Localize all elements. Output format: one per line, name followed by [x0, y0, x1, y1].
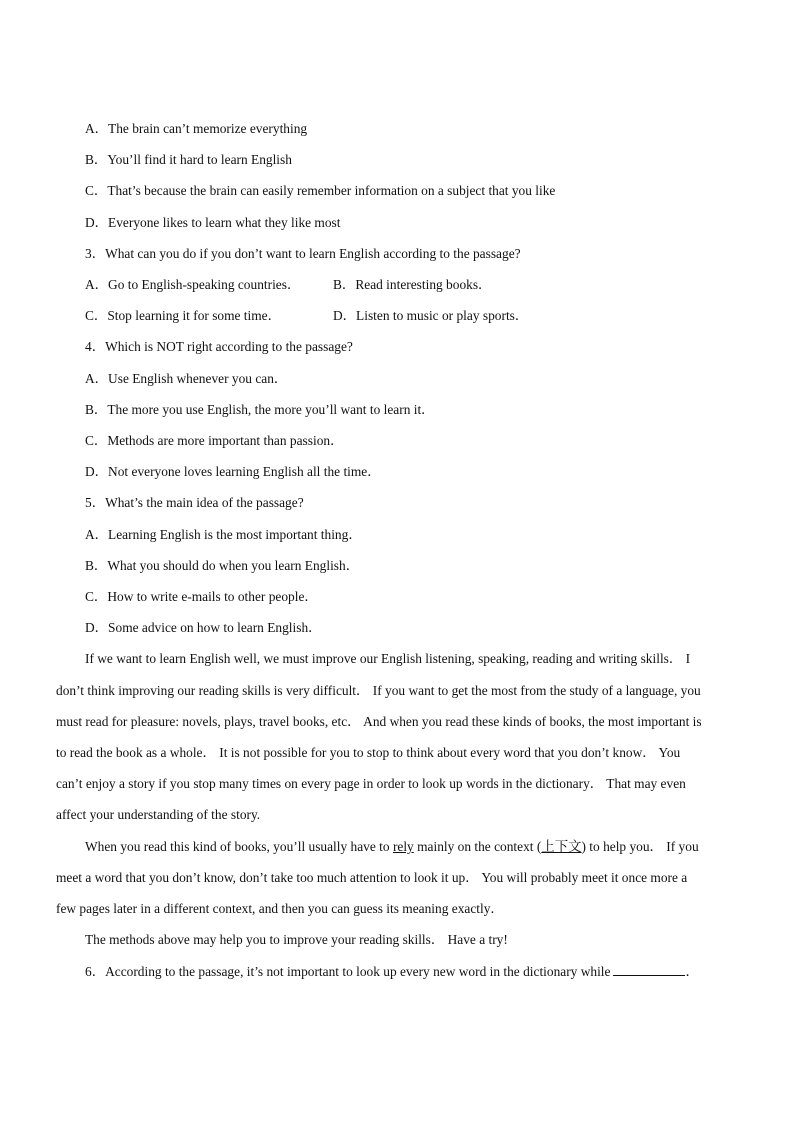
q4-question: 4．Which is NOT right according to the passage?	[85, 339, 353, 354]
passage-p2-line: few pages later in a different context, and then you can guess its meaning exactly．	[56, 901, 504, 916]
q3-option-b: B．Read interesting books．	[333, 277, 492, 292]
q4-option-a: A．Use English whenever you can．	[85, 371, 288, 386]
q2-option-c: C．That’s because the brain can easily remember information on a subject that you like	[85, 183, 556, 198]
p2-text: mainly on the context (	[413, 839, 542, 854]
passage-p1-line: to read the book as a whole． It is not possible for you to stop to think about every word that you don’t know． You	[56, 745, 681, 760]
q5-option-a: A．Learning English is the most important thing．	[85, 527, 362, 542]
q3-question: 3．What can you do if you don’t want to learn English according to the passage?	[85, 246, 521, 261]
underlined-word-rely: rely	[392, 839, 414, 854]
q2-option-d: D．Everyone likes to learn what they like most	[85, 215, 341, 230]
passage-p1-line: affect your understanding of the story.	[56, 807, 261, 822]
passage-p2-line: meet a word that you don’t know, don’t take too much attention to look it up． You will probably meet it once more a	[56, 870, 688, 885]
passage-p1-line: If we want to learn English well, we must improve our English listening, speaking, reading and writing skills． I	[85, 651, 691, 666]
q4-option-c: C．Methods are more important than passion．	[85, 433, 344, 448]
q6-end: ．	[685, 964, 699, 979]
q5-option-d: D．Some advice on how to learn English．	[85, 620, 322, 635]
q2-option-a: A．The brain can’t memorize everything	[85, 121, 308, 136]
q6-question: 6．According to the passage, it’s not important to look up every new word in the dictionary while	[85, 964, 611, 979]
passage-p1-line: can’t enjoy a story if you stop many times on every page in order to look up words in the dictionary． That may even	[56, 776, 686, 791]
q3-option-a: A．Go to English-speaking countries．	[85, 277, 301, 292]
answer-blank[interactable]	[613, 963, 685, 976]
passage-p1-line: must read for pleasure: novels, plays, travel books, etc． And when you read these kinds of books, the most important is	[56, 714, 702, 729]
q4-option-d: D．Not everyone loves learning English all the time．	[85, 464, 381, 479]
passage-p2-line	[85, 839, 699, 855]
q5-option-c: C．How to write e-mails to other people．	[85, 589, 318, 604]
p2-text: When you read this kind of books, you’ll usually have to	[85, 839, 393, 854]
q5-question: 5．What’s the main idea of the passage?	[85, 495, 304, 510]
passage-p1-line: don’t think improving our reading skills is very difficult． If you want to get the most from the study of a language, you	[56, 683, 701, 698]
q3-option-d: D．Listen to music or play sports．	[333, 308, 529, 323]
q6-question-line	[85, 963, 699, 980]
q3-option-c: C．Stop learning it for some time．	[85, 308, 282, 323]
q5-option-b: B．What you should do when you learn English．	[85, 558, 360, 573]
q2-option-b: B．You’ll find it hard to learn English	[85, 152, 292, 167]
passage-p3: The methods above may help you to improve your reading skills． Have a try!	[85, 932, 508, 947]
underlined-gloss: 上下文	[541, 839, 582, 854]
q4-option-b: B．The more you use English, the more you’ll want to learn it．	[85, 402, 435, 417]
p2-text: ) to help you． If you	[581, 839, 699, 854]
